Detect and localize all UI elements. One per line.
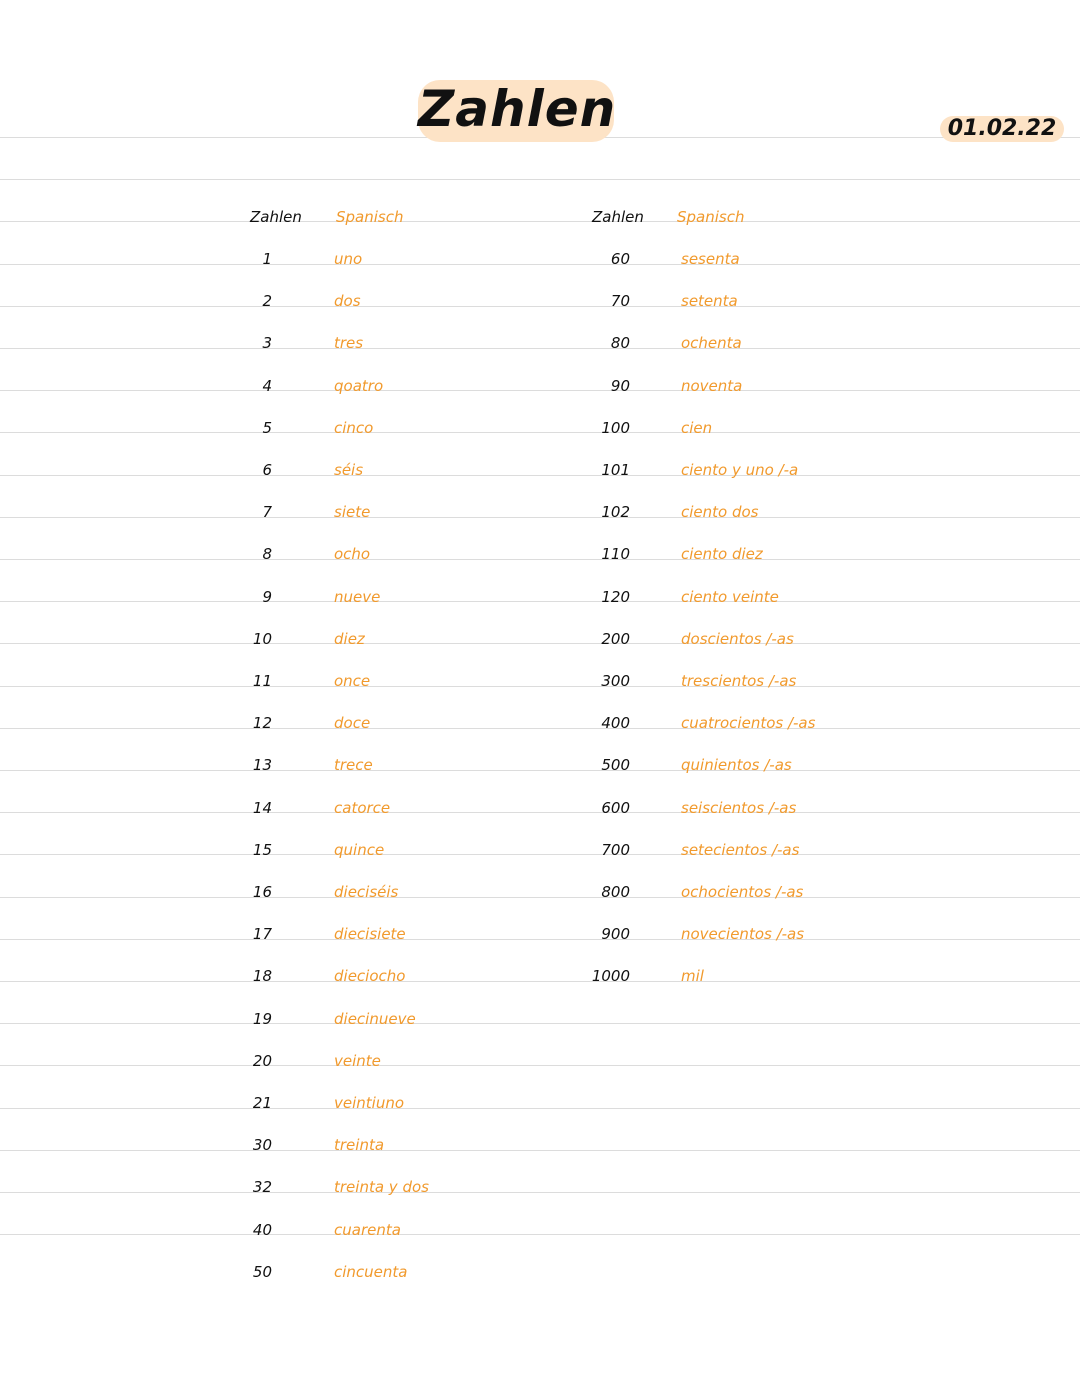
left-header-number: Zahlen [250, 208, 302, 226]
left-row-number: 32 [252, 1178, 272, 1196]
rule-line [0, 1150, 1080, 1151]
left-row-spanish-word: dieciocho [334, 967, 406, 985]
right-row-spanish-word: doscientos /-as [681, 630, 794, 648]
right-row-spanish-word: ciento veinte [681, 588, 779, 606]
left-row-spanish-word: dieciséis [334, 883, 399, 901]
left-row-spanish-word: diez [334, 630, 365, 648]
rule-line [0, 770, 1080, 771]
rule-line [0, 686, 1080, 687]
left-row-spanish-word: uno [334, 250, 363, 268]
rule-line [0, 306, 1080, 307]
left-row-spanish-word: veinte [334, 1052, 381, 1070]
right-header-spanish: Spanisch [677, 208, 745, 226]
left-row-spanish-word: tres [334, 334, 364, 352]
right-row-spanish-word: ochocientos /-as [681, 883, 804, 901]
right-row-spanish-word: setecientos /-as [681, 841, 800, 859]
left-row-number: 8 [262, 545, 272, 563]
left-row-spanish-word: dos [334, 292, 361, 310]
right-row-spanish-word: ciento diez [681, 545, 763, 563]
page-date: 01.02.22 [947, 116, 1057, 141]
left-row-spanish-word: trece [334, 756, 373, 774]
right-row-number: 100 [601, 419, 630, 437]
left-row-spanish-word: treinta y dos [334, 1178, 429, 1196]
right-row-number: 101 [601, 461, 630, 479]
right-row-number: 110 [601, 545, 630, 563]
left-row-number: 12 [252, 714, 272, 732]
right-row-number: 400 [601, 714, 630, 732]
left-row-number: 50 [252, 1263, 272, 1281]
rule-line [0, 897, 1080, 898]
rule-line [0, 1234, 1080, 1235]
right-row-number: 600 [601, 799, 630, 817]
left-row-number: 2 [262, 292, 272, 310]
right-row-spanish-word: trescientos /-as [681, 672, 797, 690]
rule-line [0, 475, 1080, 476]
left-row-spanish-word: cincuenta [334, 1263, 408, 1281]
right-row-spanish-word: sesenta [681, 250, 740, 268]
right-row-spanish-word: ochenta [681, 334, 742, 352]
left-row-spanish-word: diecinueve [334, 1010, 416, 1028]
right-row-number: 700 [601, 841, 630, 859]
left-row-number: 5 [262, 419, 272, 437]
rule-line [0, 812, 1080, 813]
rule-line [0, 981, 1080, 982]
rule-line [0, 517, 1080, 518]
left-row-spanish-word: diecisiete [334, 925, 406, 943]
left-row-spanish-word: catorce [334, 799, 391, 817]
left-row-number: 30 [252, 1136, 272, 1154]
rule-line [0, 854, 1080, 855]
right-row-spanish-word: seiscientos /-as [681, 799, 797, 817]
rule-line [0, 390, 1080, 391]
left-row-number: 6 [262, 461, 272, 479]
left-row-spanish-word: séis [334, 461, 364, 479]
left-row-spanish-word: siete [334, 503, 371, 521]
right-row-spanish-word: noventa [681, 377, 743, 395]
right-row-spanish-word: setenta [681, 292, 738, 310]
left-row-spanish-word: ocho [334, 545, 371, 563]
left-row-spanish-word: quince [334, 841, 385, 859]
right-row-number: 102 [601, 503, 630, 521]
rule-line [0, 1023, 1080, 1024]
left-row-spanish-word: once [334, 672, 371, 690]
left-row-number: 15 [252, 841, 272, 859]
rule-line [0, 601, 1080, 602]
right-row-number: 300 [601, 672, 630, 690]
left-row-number: 11 [252, 672, 272, 690]
page-title: Zahlen [418, 80, 617, 138]
right-row-number: 120 [601, 588, 630, 606]
right-row-spanish-word: novecientos /-as [681, 925, 805, 943]
left-row-number: 10 [252, 630, 272, 648]
right-row-spanish-word: cien [681, 419, 713, 437]
right-row-number: 1000 [591, 967, 630, 985]
left-row-spanish-word: doce [334, 714, 371, 732]
right-row-spanish-word: quinientos /-as [681, 756, 792, 774]
rule-line [0, 348, 1080, 349]
right-row-spanish-word: mil [681, 967, 704, 985]
right-row-number: 800 [601, 883, 630, 901]
right-row-number: 90 [610, 377, 630, 395]
rule-line [0, 1108, 1080, 1109]
rule-line [0, 728, 1080, 729]
left-row-spanish-word: treinta [334, 1136, 385, 1154]
right-row-spanish-word: cuatrocientos /-as [681, 714, 816, 732]
left-row-spanish-word: cuarenta [334, 1221, 401, 1239]
rule-line [0, 559, 1080, 560]
left-header-spanish: Spanisch [336, 208, 404, 226]
right-row-number: 200 [601, 630, 630, 648]
rule-line [0, 643, 1080, 644]
left-row-number: 21 [252, 1094, 272, 1112]
left-row-number: 18 [252, 967, 272, 985]
left-row-spanish-word: veintiuno [334, 1094, 405, 1112]
left-row-number: 14 [252, 799, 272, 817]
left-row-number: 7 [262, 503, 272, 521]
left-row-spanish-word: nueve [334, 588, 381, 606]
right-row-spanish-word: ciento dos [681, 503, 759, 521]
rule-line [0, 221, 1080, 222]
left-row-number: 40 [252, 1221, 272, 1239]
right-row-number: 500 [601, 756, 630, 774]
left-row-number: 1 [262, 250, 272, 268]
left-row-spanish-word: qoatro [334, 377, 384, 395]
rule-line [0, 939, 1080, 940]
right-row-number: 900 [601, 925, 630, 943]
rule-line [0, 179, 1080, 180]
right-row-number: 70 [610, 292, 630, 310]
rule-line [0, 432, 1080, 433]
rule-line [0, 1192, 1080, 1193]
right-row-number: 60 [610, 250, 630, 268]
left-row-number: 13 [252, 756, 272, 774]
left-row-number: 9 [262, 588, 272, 606]
left-row-number: 3 [262, 334, 272, 352]
right-row-number: 80 [610, 334, 630, 352]
left-row-spanish-word: cinco [334, 419, 374, 437]
left-row-number: 16 [252, 883, 272, 901]
left-row-number: 4 [262, 377, 272, 395]
right-row-spanish-word: ciento y uno /-a [681, 461, 799, 479]
left-row-number: 20 [252, 1052, 272, 1070]
left-row-number: 19 [252, 1010, 272, 1028]
rule-line [0, 1065, 1080, 1066]
rule-line [0, 264, 1080, 265]
right-header-number: Zahlen [592, 208, 644, 226]
left-row-number: 17 [252, 925, 272, 943]
